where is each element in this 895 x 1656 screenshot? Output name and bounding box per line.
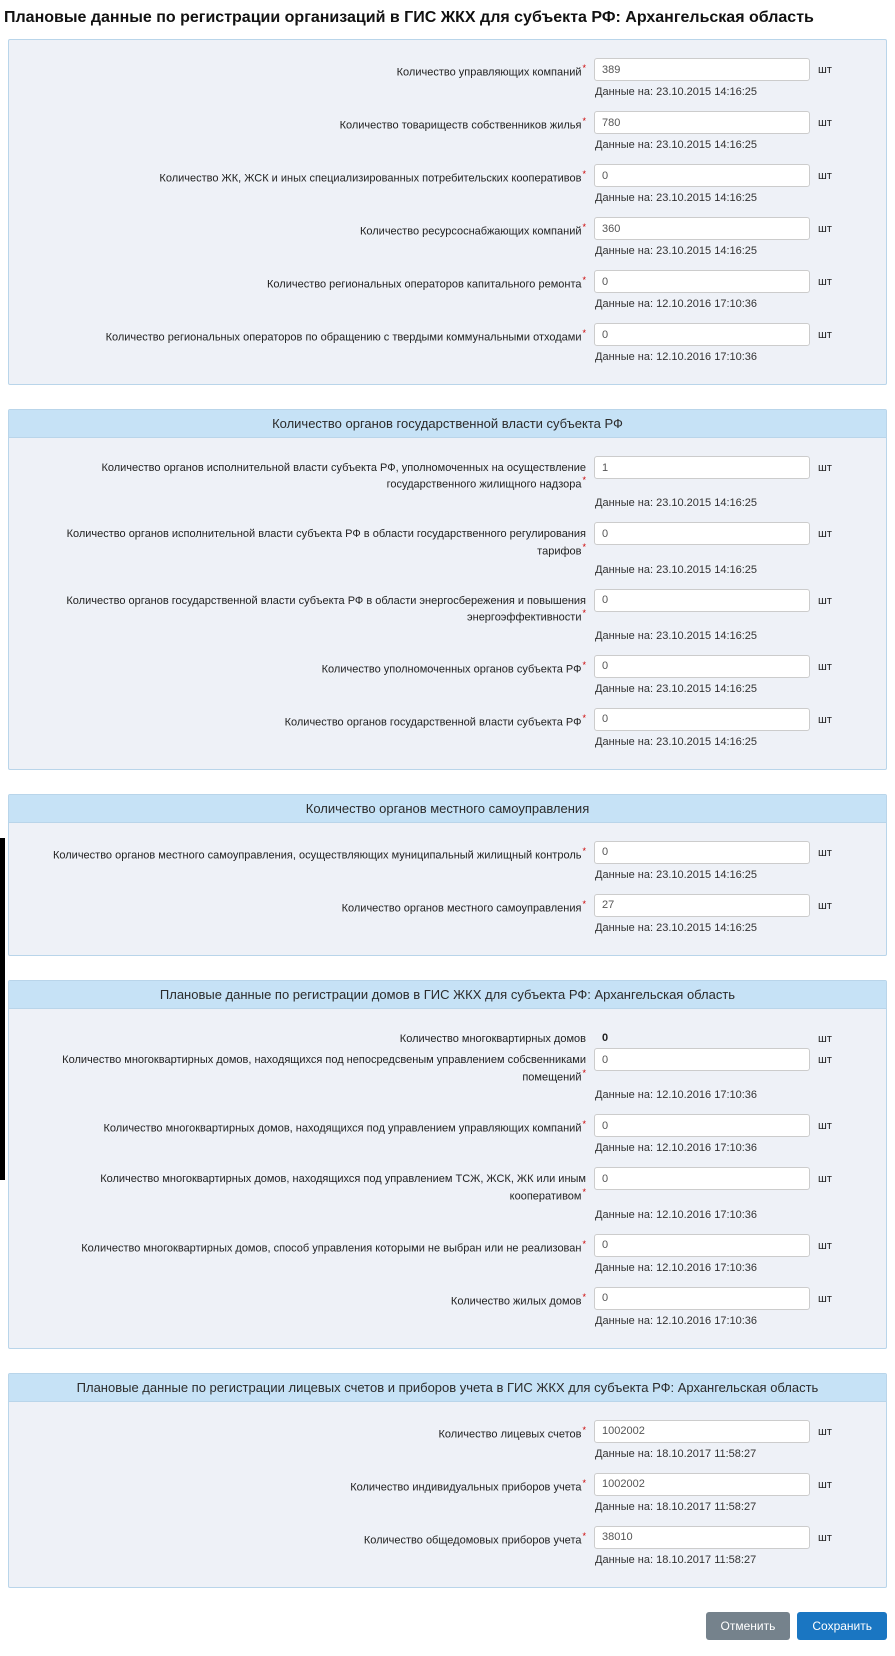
field-datestamp: Данные на: 12.10.2016 17:10:36 (595, 1208, 758, 1221)
field-value-cell (594, 58, 810, 81)
field-row (25, 1048, 870, 1112)
field-label (25, 456, 586, 492)
field-label (25, 1473, 586, 1496)
required-asterisk: * (582, 712, 586, 723)
required-asterisk: * (582, 1530, 586, 1541)
field-input[interactable] (594, 1114, 810, 1137)
field-row (25, 1234, 870, 1285)
field-row (25, 1473, 870, 1524)
section-panel (8, 980, 887, 1349)
field-datestamp: Данные на: 23.10.2015 14:16:25 (595, 245, 758, 258)
unit-label: шт (818, 1054, 832, 1067)
required-asterisk: * (582, 541, 586, 552)
field-label (25, 1114, 586, 1137)
field-label-text: Количество общедомовых приборов учета (363, 1534, 582, 1547)
unit-label: шт (818, 528, 832, 541)
required-asterisk: * (582, 63, 586, 74)
field-row (25, 58, 870, 109)
field-datestamp: Данные на: 23.10.2015 14:16:25 (595, 868, 758, 881)
section-panel (8, 1373, 887, 1588)
field-value-cell (594, 655, 810, 678)
unit-label: шт (818, 462, 832, 475)
required-asterisk: * (582, 1186, 586, 1197)
field-input[interactable] (594, 1473, 810, 1496)
field-datestamp: Данные на: 12.10.2016 17:10:36 (595, 1314, 758, 1327)
left-edge-artifact (0, 838, 5, 1180)
section-header: Плановые данные по регистрации домов в ГИС ЖКХ для субъекта РФ: Архангельская область (9, 981, 886, 1009)
field-label-text: Количество многоквартирных домов, находящихся под непосредсвеным управлением собсвенниками помещений (62, 1054, 586, 1084)
field-label (25, 1048, 586, 1084)
field-datestamp: Данные на: 23.10.2015 14:16:25 (595, 139, 758, 152)
field-label-text: Количество региональных операторов по обращению с твердыми коммунальными отходами (105, 331, 582, 344)
field-label (25, 111, 586, 134)
field-value-cell (594, 270, 810, 293)
field-datestamp: Данные на: 23.10.2015 14:16:25 (595, 682, 758, 695)
field-label-text: Количество региональных операторов капитального ремонта (267, 278, 582, 291)
field-value-cell (594, 1420, 810, 1443)
field-value-cell (594, 1167, 810, 1203)
field-label (25, 1027, 586, 1046)
field-label (25, 589, 586, 625)
field-value-cell (594, 1473, 810, 1496)
field-row (25, 589, 870, 653)
field-row (25, 217, 870, 268)
field-input[interactable] (594, 58, 810, 81)
unit-label: шт (818, 170, 832, 183)
required-asterisk: * (582, 1067, 586, 1078)
required-asterisk: * (582, 845, 586, 856)
field-input[interactable] (594, 589, 810, 612)
section-header: Плановые данные по регистрации лицевых счетов и приборов учета в ГИС ЖКХ для субъекта РФ: Архангельская область (9, 1374, 886, 1402)
unit-label: шт (818, 1425, 832, 1438)
field-input[interactable] (594, 1526, 810, 1549)
field-row (25, 111, 870, 162)
field-row (25, 1287, 870, 1338)
field-value-cell (594, 841, 810, 864)
required-asterisk: * (582, 169, 586, 180)
field-label (25, 58, 586, 81)
field-row (25, 323, 870, 374)
field-datestamp: Данные на: 18.10.2017 11:58:27 (595, 1447, 757, 1460)
field-datestamp: Данные на: 23.10.2015 14:16:25 (595, 735, 758, 748)
field-label-text: Количество органов исполнительной власти субъекта РФ, уполномоченных на осуществление государственного жилищного надзора (101, 462, 586, 492)
field-input[interactable] (594, 164, 810, 187)
field-input[interactable] (594, 522, 810, 545)
field-label (25, 1526, 586, 1549)
form-actions (8, 1612, 887, 1640)
field-label-text: Количество органов местного самоуправления (341, 902, 582, 915)
field-datestamp: Данные на: 12.10.2016 17:10:36 (595, 351, 758, 364)
section-panel (8, 409, 887, 770)
field-label-text: Количество управляющих компаний (396, 66, 582, 79)
unit-label: шт (818, 1531, 832, 1544)
field-row (25, 1027, 870, 1046)
unit-label: шт (818, 660, 832, 673)
field-label-text: Количество органов государственной власти субъекта РФ (284, 716, 582, 729)
required-asterisk: * (582, 659, 586, 670)
unit-label: шт (818, 713, 832, 726)
field-datestamp: Данные на: 12.10.2016 17:10:36 (595, 1089, 758, 1102)
field-value-cell (594, 522, 810, 558)
field-row (25, 522, 870, 586)
field-input[interactable] (594, 708, 810, 731)
unit-label: шт (818, 1173, 832, 1186)
unit-label: шт (818, 1032, 832, 1045)
field-row (25, 1167, 870, 1231)
required-asterisk: * (582, 1424, 586, 1435)
unit-label: шт (818, 117, 832, 130)
field-datestamp: Данные на: 23.10.2015 14:16:25 (595, 86, 758, 99)
field-row (25, 1420, 870, 1471)
required-asterisk: * (582, 475, 586, 486)
unit-label: шт (818, 1239, 832, 1252)
field-input[interactable] (594, 1287, 810, 1310)
field-value-cell (594, 708, 810, 731)
field-row (25, 164, 870, 215)
field-value-cell (594, 217, 810, 240)
field-value-cell (594, 1526, 810, 1549)
required-asterisk: * (582, 898, 586, 909)
field-row (25, 655, 870, 706)
field-datestamp: Данные на: 12.10.2016 17:10:36 (595, 1261, 758, 1274)
required-asterisk: * (582, 1477, 586, 1488)
field-value-cell (594, 1234, 810, 1257)
field-datestamp: Данные на: 12.10.2016 17:10:36 (595, 298, 758, 311)
field-input[interactable] (594, 1048, 810, 1071)
field-label (25, 217, 586, 240)
field-value-cell (594, 1114, 810, 1137)
field-datestamp: Данные на: 18.10.2017 11:58:27 (595, 1500, 757, 1513)
field-datestamp: Данные на: 23.10.2015 14:16:25 (595, 629, 758, 642)
field-label-text: Количество многоквартирных домов (399, 1032, 586, 1045)
required-asterisk: * (582, 1119, 586, 1130)
field-label-text: Количество жилых домов (450, 1295, 582, 1308)
field-input[interactable] (594, 1234, 810, 1257)
unit-label: шт (818, 1120, 832, 1133)
required-asterisk: * (582, 1291, 586, 1302)
field-datestamp: Данные на: 12.10.2016 17:10:36 (595, 1142, 758, 1155)
field-input[interactable] (594, 270, 810, 293)
unit-label: шт (818, 223, 832, 236)
field-label-text: Количество лицевых счетов (438, 1428, 582, 1441)
field-datestamp: Данные на: 23.10.2015 14:16:25 (595, 497, 758, 510)
field-value-cell (594, 456, 810, 492)
save-button[interactable]: Сохранить (797, 1612, 887, 1640)
field-datestamp: Данные на: 23.10.2015 14:16:25 (595, 563, 758, 576)
field-label-text: Количество многоквартирных домов, находящихся под управлением управляющих компаний (103, 1123, 582, 1136)
field-label (25, 1234, 586, 1257)
field-value-cell (594, 894, 810, 917)
field-datestamp: Данные на: 18.10.2017 11:58:27 (595, 1553, 757, 1566)
field-value-cell (594, 1287, 810, 1310)
field-input[interactable] (594, 111, 810, 134)
field-label-text: Количество ресурсоснабжающих компаний (359, 225, 582, 238)
unit-label: шт (818, 1478, 832, 1491)
required-asterisk: * (582, 1238, 586, 1249)
field-value-cell (594, 323, 810, 346)
field-row (25, 270, 870, 321)
unit-label: шт (818, 1292, 832, 1305)
unit-label: шт (818, 594, 832, 607)
field-label (25, 708, 586, 731)
field-label (25, 655, 586, 678)
field-label (25, 1420, 586, 1443)
field-input[interactable] (594, 1420, 810, 1443)
field-label (25, 323, 586, 346)
field-label-text: Количество товариществ собственников жилья (339, 119, 582, 132)
section-header: Количество органов государственной власти субъекта РФ (9, 410, 886, 438)
field-label (25, 270, 586, 293)
field-label (25, 522, 586, 558)
field-label-text: Количество многоквартирных домов, находящихся под управлением ТСЖ, ЖСК, ЖК или иным кооперативом (100, 1173, 586, 1203)
field-label-text: Количество многоквартирных домов, способ управления которыми не выбран или не реализован (81, 1242, 582, 1255)
field-input[interactable] (594, 323, 810, 346)
field-label (25, 1287, 586, 1310)
field-row (25, 1114, 870, 1165)
unit-label: шт (818, 329, 832, 342)
field-label-text: Количество уполномоченных органов субъекта РФ (321, 663, 582, 676)
section-panel (8, 794, 887, 956)
field-input[interactable] (594, 655, 810, 678)
field-label (25, 164, 586, 187)
field-row (25, 456, 870, 520)
section-panel (8, 39, 887, 385)
field-input[interactable] (594, 1167, 810, 1190)
field-label (25, 841, 586, 864)
field-value-cell (594, 1048, 810, 1084)
unit-label: шт (818, 276, 832, 289)
field-row (25, 708, 870, 759)
required-asterisk: * (582, 328, 586, 339)
unit-label: шт (818, 64, 832, 77)
required-asterisk: * (582, 275, 586, 286)
required-asterisk: * (582, 116, 586, 127)
field-value-cell (594, 164, 810, 187)
field-label-text: Количество органов государственной власти субъекта РФ в области энергосбережения и повышения энергоэффективности (66, 594, 586, 624)
field-value-cell (594, 1027, 810, 1046)
field-value-cell (594, 589, 810, 625)
cancel-button[interactable]: Отменить (706, 1612, 791, 1640)
required-asterisk: * (582, 222, 586, 233)
field-row (25, 894, 870, 945)
required-asterisk: * (582, 607, 586, 618)
field-input[interactable] (594, 841, 810, 864)
field-datestamp: Данные на: 23.10.2015 14:16:25 (595, 921, 758, 934)
field-label-text: Количество ЖК, ЖСК и иных специализированных потребительских кооперативов (159, 172, 582, 185)
unit-label: шт (818, 846, 832, 859)
field-label (25, 1167, 586, 1203)
section-header: Количество органов местного самоуправления (9, 795, 886, 823)
field-label-text: Количество органов местного самоуправления, осуществляющих муниципальный жилищный контроль (52, 849, 582, 862)
field-row (25, 841, 870, 892)
field-label-text: Количество органов исполнительной власти субъекта РФ в области государственного регулирования тарифов (66, 528, 586, 558)
field-input[interactable] (594, 456, 810, 479)
field-label-text: Количество индивидуальных приборов учета (350, 1481, 582, 1494)
field-datestamp: Данные на: 23.10.2015 14:16:25 (595, 192, 758, 205)
field-value-cell (594, 111, 810, 134)
static-field-value: 0 (602, 1031, 609, 1044)
unit-label: шт (818, 899, 832, 912)
page-title: Плановые данные по регистрации организаций в ГИС ЖКХ для субъекта РФ: Архангельская область (4, 9, 814, 26)
field-label (25, 894, 586, 917)
field-input[interactable] (594, 217, 810, 240)
field-input[interactable] (594, 894, 810, 917)
field-row (25, 1526, 870, 1577)
form-sections (0, 39, 895, 1588)
